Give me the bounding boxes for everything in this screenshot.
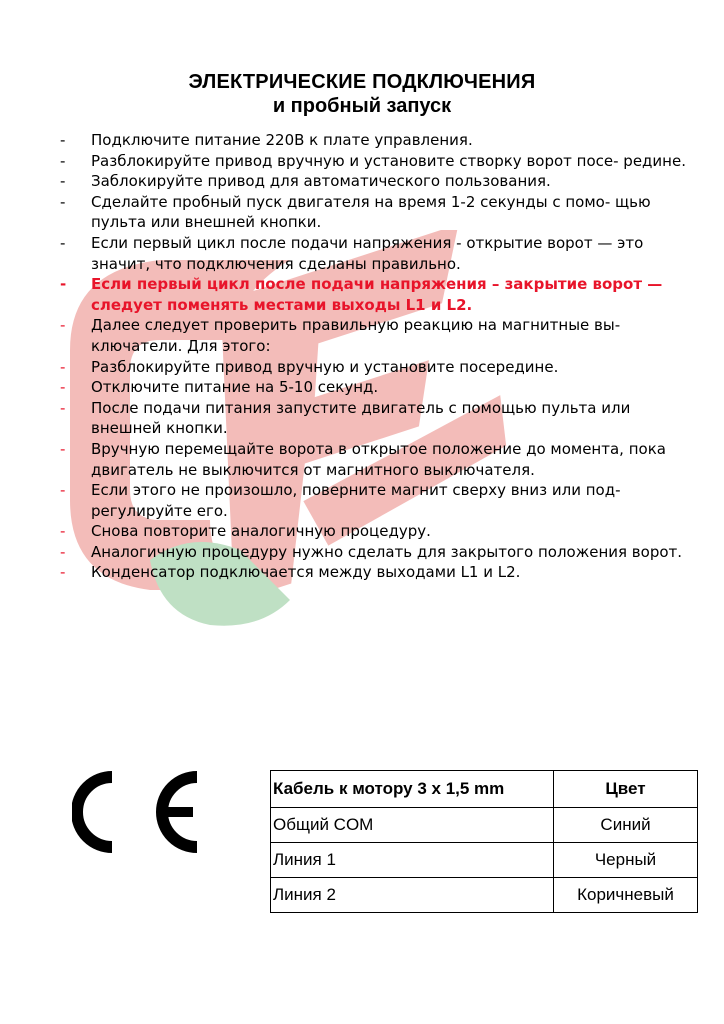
title-subtitle: и пробный запуск [272,95,452,117]
list-bullet: - [60,192,66,211]
list-item-text: Далее следует проверить правильную реакцию на магнитные вы- ключатели. Для этого: [91,316,621,355]
list-item-text: Если первый цикл после подачи напряжения – закрытие ворот — следует поменять местами выходы L1 и L2. [91,275,663,314]
list-item [60,439,700,480]
list-bullet: - [60,398,66,417]
list-item [60,171,700,192]
table-row [271,808,698,843]
list-bullet: - [60,378,66,397]
list-item-text: Сделайте пробный пуск двигателя на время 1-2 секунды с помо- щью пульта или внешней кнопки. [91,192,651,232]
list-item [60,542,700,563]
list-bullet: - [60,233,66,252]
list-item-text: Аналогичную процедуру нужно сделать для закрытого положения ворот. [91,542,683,561]
cell-color: Синий [554,808,698,843]
cell-wire: Общий COM [271,808,554,843]
header-cable: Кабель к мотору 3 x 1,5 mm [271,771,554,808]
cell-color: Коричневый [554,878,698,913]
cell-color: Черный [554,843,698,878]
list-item [60,377,700,398]
list-item-text: Вручную перемещайте ворота в открытое положение до момента, пока двигатель не выключится от магнитного выключателя. [91,439,666,479]
list-bullet: - [60,275,67,294]
list-item [60,233,700,274]
list-item-text: Конденсатор подключается между выходами L1 и L2. [91,563,521,582]
list-item-warning [60,274,700,315]
table-row [271,843,698,878]
list-item [60,562,700,583]
list-item [60,480,700,521]
list-item-text: Разблокируйте привод вручную и установите створку ворот посе- редине. [91,151,686,170]
list-bullet: - [60,172,66,191]
list-item-text: Подключите питание 220В к плате управления. [91,131,473,149]
list-item-text: Если первый цикл после подачи напряжения - открытие ворот — это значит, что подключения сделаны правильно. [91,233,644,273]
list-item [60,315,700,356]
list-item-text: Заблокируйте привод для автоматического пользования. [91,172,551,191]
list-bullet: - [60,522,66,541]
cell-wire: Линия 1 [271,843,554,878]
cell-wire: Линия 2 [271,878,554,913]
list-item [60,357,700,378]
list-bullet: - [60,357,66,376]
list-item-text: Снова повторите аналогичную процедуру. [91,522,431,541]
ce-mark-icon [72,770,212,854]
list-item [60,398,700,439]
list-item [60,192,700,233]
page-title [0,70,724,118]
cable-color-table [270,770,698,913]
list-bullet: - [60,439,66,458]
instruction-list [60,130,700,583]
list-bullet: - [60,542,66,561]
header-color: Цвет [554,771,698,808]
table-row [271,878,698,913]
list-item-text: Разблокируйте привод вручную и установите посередине. [91,357,559,376]
list-item [60,130,700,151]
list-bullet: - [60,151,66,170]
title-main: ЭЛЕКТРИЧЕСКИЕ ПОДКЛЮЧЕНИЯ [188,71,536,93]
list-bullet: - [60,316,66,335]
list-bullet: - [60,563,66,582]
list-item-text: Если этого не произошло, поверните магнит сверху вниз или под- регулируйте его. [91,481,621,520]
list-item [60,521,700,542]
list-item-text: После подачи питания запустите двигатель с помощью пульта или внешней кнопки. [91,398,631,438]
list-bullet: - [60,131,66,149]
list-item [60,151,700,172]
table-header-row [271,771,698,808]
list-item-text: Отключите питание на 5-10 секунд. [91,378,379,397]
list-bullet: - [60,481,66,500]
